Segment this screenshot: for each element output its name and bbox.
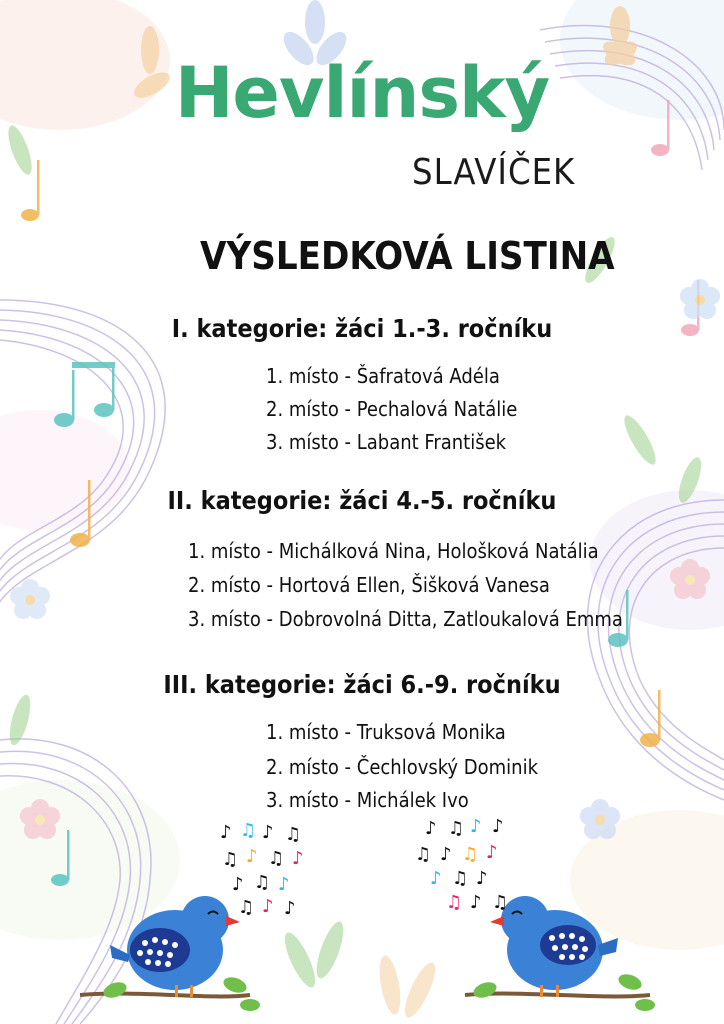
category-2-place-2: 2. místo - Hortová Ellen, Šišková Vanesa [188,573,550,597]
svg-text:♪: ♪ [440,844,452,865]
svg-text:♪: ♪ [470,892,482,913]
svg-text:♫: ♫ [446,892,463,913]
category-1-place-1: 1. místo - Šafratová Adéla [266,364,500,388]
svg-text:♫: ♫ [285,824,302,845]
svg-text:♫: ♫ [448,818,465,839]
category-heading-1: I. kategorie: žáci 1.-3. ročníku [171,314,553,343]
svg-text:♪: ♪ [292,848,304,869]
svg-text:♫: ♫ [222,849,239,870]
svg-text:♪: ♪ [425,818,437,839]
svg-text:♪: ♪ [220,822,232,843]
svg-text:♫: ♫ [240,820,257,841]
svg-text:♫: ♫ [452,868,469,889]
svg-text:♪: ♪ [246,846,258,867]
document-title: VÝSLEDKOVÁ LISTINA [200,234,615,278]
category-heading-3: III. kategorie: žáci 6.-9. ročníku [163,670,561,699]
svg-text:♪: ♪ [284,898,296,919]
logo-title: Hevlínský [174,52,550,134]
svg-text:♪: ♪ [430,868,442,889]
category-1-place-2: 2. místo - Pechalová Natálie [266,397,518,421]
logo-subtitle: SLAVÍČEK [412,152,576,193]
svg-text:♫: ♫ [238,897,255,918]
svg-text:♪: ♪ [278,874,290,895]
category-2-place-3: 3. místo - Dobrovolná Ditta, Zatloukalová Emma [188,607,623,631]
category-1-place-3: 3. místo - Labant František [266,430,507,454]
svg-text:♫: ♫ [268,848,285,869]
svg-text:♪: ♪ [262,896,274,917]
svg-text:♫: ♫ [492,892,509,913]
category-2-place-1: 1. místo - Michálková Nina, Hološková Natália [188,539,599,563]
svg-text:♪: ♪ [470,816,482,837]
svg-text:♫: ♫ [462,844,479,865]
svg-text:♪: ♪ [486,842,498,863]
svg-text:♪: ♪ [476,868,488,889]
svg-text:♪: ♪ [262,822,274,843]
category-3-place-1: 1. místo - Truksová Monika [266,720,506,744]
category-3-place-3: 3. místo - Michálek Ivo [266,788,469,812]
svg-text:♫: ♫ [254,872,271,893]
svg-text:♫: ♫ [415,844,432,865]
category-heading-2: II. kategorie: žáci 4.-5. ročníku [167,486,557,515]
svg-text:♪: ♪ [232,874,244,895]
category-3-place-2: 2. místo - Čechlovský Dominik [266,755,539,779]
svg-text:♪: ♪ [492,816,504,837]
